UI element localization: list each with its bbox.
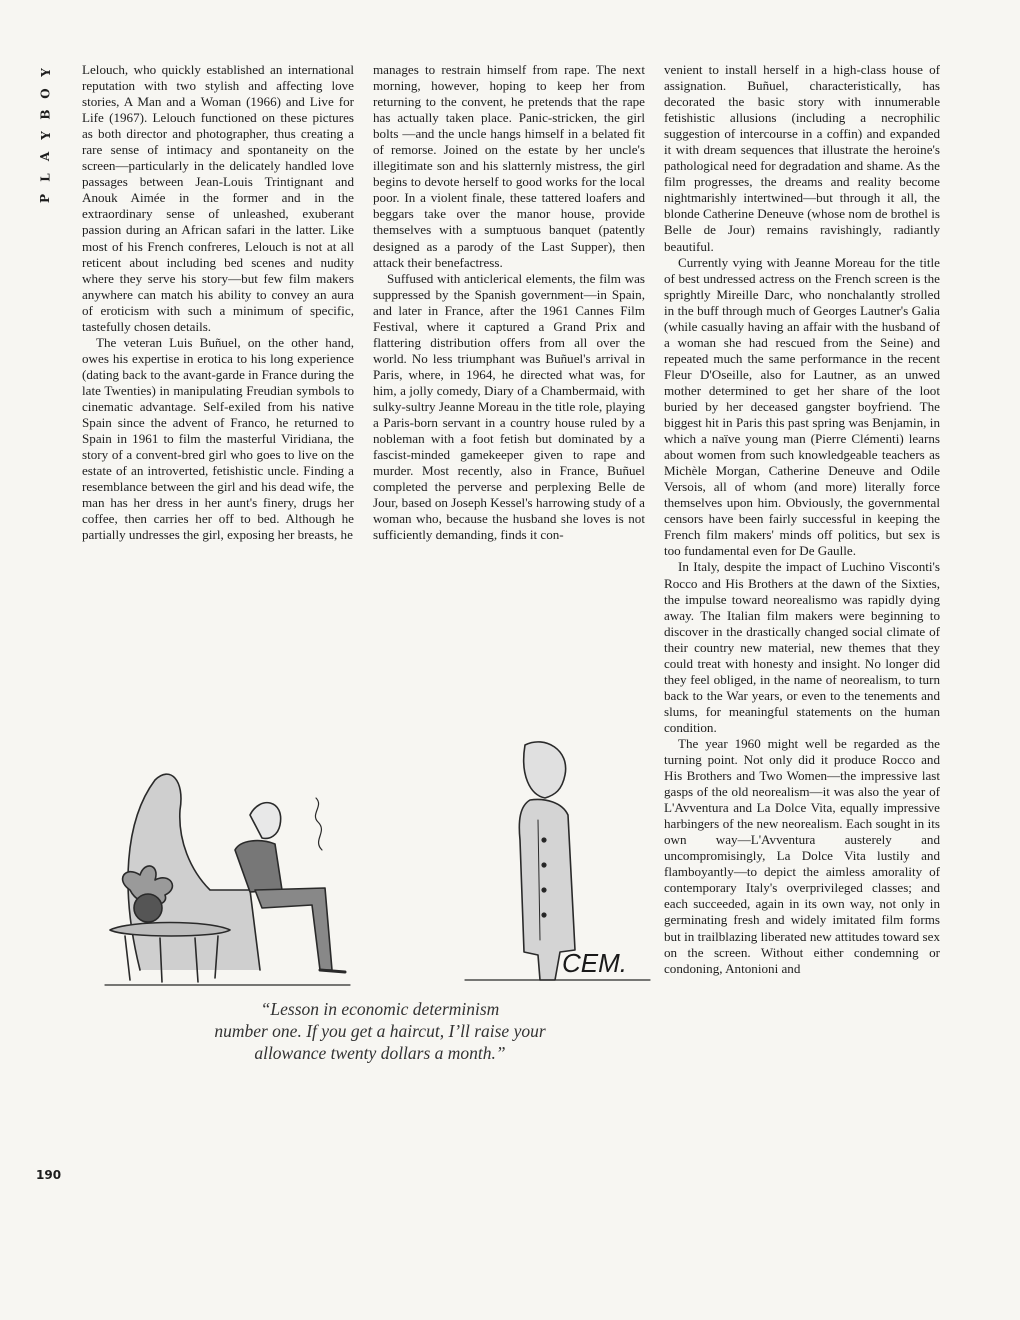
- seated-man: [250, 803, 281, 839]
- running-head: [33, 62, 59, 232]
- paragraph: The year 1960 might well be regarded as the turning point. Not only did it produce Rocco and His Brothers and Two Women—the impressive last gasps of the old neorealism—it was also the year of L'Avventura and La Dolce Vita, equally impressive harbingers of the new neorealism. Each sought in its own way—L'Avventura austerely and uncompromisingly, La Dolce Vita lustily and flamboyantly—to depict the aimless amorality of contemporary Italy's overprivileged classes; and each succeeded, again in its own way, not only in germinating fresh and widely imitated film forms but in trailblazing liberated new attitudes toward sex on the screen. Without either condemning or condoning, Antonioni and: [664, 735, 940, 976]
- caption-line: number one. If you get a haircut, I’ll raise your: [214, 1021, 546, 1041]
- running-head-letter: A: [38, 151, 53, 162]
- text-column-3: [664, 62, 940, 977]
- caption-line: “Lesson in economic determinism: [260, 999, 500, 1019]
- artist-signature: CEM.: [562, 948, 627, 978]
- paragraph: manages to restrain himself from rape. The next morning, however, hoping to keep her from returning to the convent, he pretends that the rape has actually taken place. Panic-stricken, the girl bolts —and the uncle hangs himself in a belated fit of remorse. Joined on the estate by her uncle's illegitimate son and his slatternly mistress, the girl begins to devote herself to good works for the local poor. In a violent finale, these tattered loafers and beggars take over the manor house, provide themselves with a sumptuous banquet (patently designed as a parody of the Last Supper), then attack their benefactress.: [373, 62, 645, 270]
- standing-young-man: [524, 742, 566, 798]
- text-column-1: [82, 62, 354, 543]
- paragraph: The veteran Luis Buñuel, on the other hand, owes his expertise in erotica to his long experience (dating back to the avant-garde in France during the late Twenties) in manipulating Freudian symbols to cinematic advantage. Self-exiled from his native Spain since the advent of Franco, he returned to Spain in 1961 to film the masterful Viridiana, the story of a convent-bred girl who goes to live on the estate of an introverted, fetishistic uncle. Finding a resemblance between the girl and his dead wife, the man has her dress in her aunt's finery, drugs her coffee, then carries her off to bed. Although he partially undresses the girl, exposing her breasts, he: [82, 334, 354, 543]
- running-head-letter: O: [38, 88, 53, 99]
- running-head-letter: Y: [38, 68, 53, 77]
- running-head-letter: P: [38, 193, 53, 204]
- side-table: [110, 923, 230, 937]
- page-number: 190: [36, 1168, 62, 1182]
- paragraph: Suffused with anticlerical elements, the film was suppressed by the Spanish government—in Spain, and later in France, after the 1961 Cannes Film Festival, where it captured a Grand Prix and flattering distribution offers from all over the world. No less triumphant was Buñuel's arrival in Paris, where, in 1964, he directed what was, for him, a jolly comedy, Diary of a Chambermaid, with sulky-sultry Jeanne Moreau in the title role, playing a Paris-born servant in a country house ruled by a nobleman with a foot fetish but dominated by a fascist-minded gamekeeper given to rape and murder. Most recently, also in France, Buñuel completed the perverse and perplexing Belle de Jour, based on Joseph Kessel's harrowing study of a woman who, because the husband she loves is not sufficiently demanding, finds it con-: [373, 270, 645, 543]
- paragraph: Currently vying with Jeanne Moreau for the title of best undressed actress on the French screen is the sprightly Mireille Darc, who nonchalantly strolled in the buff through much of Georges Lautner's Galia (while casually having an affair with the husband of a woman she had rescued from the Seine) and repeated much the same performance in the recent Fleur D'Oseille, also for Lautner, as an unwed mother determined to get her share of the loot buried by her deceased gangster boyfriend. The biggest hit in Paris this past spring was Benjamin, in which a naïve young man (Pierre Clémenti) learns about women from such knowledgeable teachers as Michèle Morgan, Catherine Deneuve and Odile Versois, all of whom (and more) literally force themselves upon him. Obviously, the governmental censors have been fairly successful in keeping the French film makers' minds off politics, but sex is too fundamental even for De Gaulle.: [664, 254, 940, 559]
- running-head-letter: Y: [38, 131, 53, 140]
- cigarette-smoke: [315, 798, 322, 850]
- caption-line: allowance twenty dollars a month.”: [254, 1043, 506, 1063]
- paragraph: In Italy, despite the impact of Luchino Visconti's Rocco and His Brothers at the dawn of the Sixties, the impulse toward neorealismo was rapidly dying away. The Italian film makers were beginning to discover in the drastically changed social climate of their country new material, new themes that they could treat with honesty and insight. No longer did they feel obliged, in the name of neorealism, to turn back to the War years, or even to the tenements and slums, for meaningful statements on the human condition.: [664, 559, 940, 735]
- paragraph: venient to install herself in a high-class house of assignation. Buñuel, characteristically, has decorated the basic story with innumerable fetishistic allusions (including a necrophilic suggestion of intercourse in a coffin) and expanded it with dream sequences that illustrate the heroine's pathological need for degradation and shame. As the film progresses, the dreams and reality become nightmarishly intertwined—but through it all, the blonde Catherine Deneuve (whose nom de brothel is Belle de Jour) remains ravishingly, radiantly beautiful.: [664, 62, 940, 254]
- cartoon-illustration: [100, 740, 655, 990]
- cartoon-caption: [110, 998, 650, 1064]
- running-head-letter: B: [38, 109, 53, 120]
- text-column-2: [373, 62, 645, 543]
- paragraph: Lelouch, who quickly established an international reputation with two stylish and affecting love stories, A Man and a Woman (1966) and Live for Life (1967). Lelouch functioned on these pictures as both director and photographer, thus creating a rare sense of intimacy and spontaneity on the screen—particularly in the delicately handled love passages between Jean-Louis Trintignant and Anouk Aimée in the former and in the extraordinary sense of unleashed, exuberant passion during an African safari in the latter. Like most of his French confreres, Lelouch is not at all reticent about including bed scenes and nudity where they serve his story—but few film makers anywhere can match his ability to convey an aura of eroticism with such a minimum of specific, tastefully chosen details.: [82, 62, 354, 334]
- running-head-letter: L: [38, 173, 53, 182]
